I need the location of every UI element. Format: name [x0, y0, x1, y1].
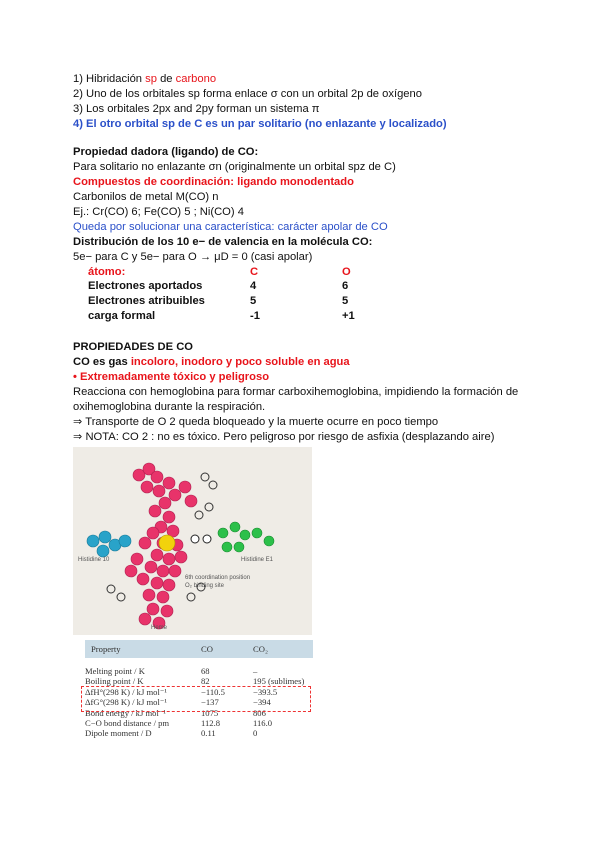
- dadora-line: Para solitario no enlazante σn (originalmente un orbital spz de C): [73, 161, 396, 173]
- cell: –: [253, 666, 258, 676]
- cell: −110.5: [201, 687, 225, 697]
- distribucion-heading: Distribución de los 10 e− de valencia en la molécula CO:: [73, 236, 373, 248]
- heme-label: Heme: [151, 625, 168, 631]
- text: 1) Hibridación: [73, 73, 146, 85]
- cell: 68: [201, 666, 210, 676]
- cell: Melting point / K: [85, 666, 145, 676]
- header-property: Property: [91, 644, 121, 654]
- header-o: O: [342, 266, 351, 278]
- nota-line: ⇒ NOTA: CO 2 : no es tóxico. Pero peligroso por riesgo de asfixia (desplazando aire): [73, 431, 495, 443]
- histidine-left-label: Histidine 10: [78, 557, 110, 563]
- row-c: -1: [250, 310, 260, 322]
- five-electrons-line: 5e− para C y 5e− para O → μD = 0 (casi apolar): [73, 251, 313, 263]
- cell: 116.0: [253, 718, 273, 728]
- toxico-line: • Extremadamente tóxico y peligroso: [73, 371, 270, 383]
- header-label: átomo:: [88, 266, 126, 278]
- carbonilos-line: Carbonilos de metal M(CO) n: [73, 191, 219, 203]
- heme-structure-graphic: [73, 447, 312, 635]
- header-co2: CO₂: [253, 644, 268, 654]
- row-o: 5: [342, 295, 349, 307]
- cell: C−O bond distance / pm: [85, 718, 170, 728]
- cell: −394: [253, 697, 271, 707]
- gas-highlight: incoloro, inodoro y poco soluble en agua: [130, 356, 350, 368]
- row-label: carga formal: [88, 310, 156, 322]
- compuestos-heading: Compuestos de coordinación: ligando monodentado: [73, 176, 354, 188]
- cell: −393.5: [253, 687, 278, 697]
- propiedades-title: PROPIEDADES DE CO: [73, 341, 193, 353]
- text: CO es gas: [73, 356, 131, 368]
- hemoglobin-figure: [73, 447, 312, 635]
- row-label: Electrones atribuibles: [88, 295, 205, 307]
- cell: 0: [253, 728, 258, 738]
- cell: 0.11: [201, 728, 216, 738]
- cell: Boiling point / K: [85, 676, 144, 686]
- text: de: [156, 73, 176, 85]
- cell: 82: [201, 676, 210, 686]
- histidine-right-label: Histidine E1: [241, 557, 274, 563]
- cell: −137: [201, 697, 219, 707]
- cell: 112.8: [201, 718, 221, 728]
- cell: Dipole moment / D: [85, 728, 152, 738]
- header-co: CO: [201, 644, 213, 654]
- row-c: 5: [250, 295, 257, 307]
- cell: Bond energy / kJ mol⁻¹: [85, 708, 166, 718]
- binding-site-label-1: 6th coordination position: [185, 575, 251, 581]
- row-o: +1: [342, 310, 355, 322]
- gas-line: [73, 355, 350, 369]
- cell: ΔfG°(298 K) / kJ mol⁻¹: [85, 697, 167, 707]
- line-hibridacion: [73, 72, 216, 86]
- ejemplo-line: Ej.: Cr(CO) 6; Fe(CO) 5 ; Ni(CO) 4: [73, 206, 244, 218]
- dadora-title: Propiedad dadora (ligando) de CO:: [73, 146, 259, 158]
- transporte-line: ⇒ Transporte de O 2 queda bloqueado y la muerte ocurre en poco tiempo: [73, 416, 439, 428]
- line-3: 3) Los orbitales 2px and 2py forman un sistema π: [73, 103, 320, 115]
- reacciona-line-2: oxihemoglobina durante la respiración.: [73, 401, 266, 413]
- reacciona-line-1: Reacciona con hemoglobina para formar carboxihemoglobina, impidiendo la formación de: [73, 386, 519, 398]
- highlight-box: [81, 686, 311, 712]
- queda-line: Queda por solucionar una característica: carácter apolar de CO: [73, 221, 388, 233]
- sp-highlight: sp: [145, 73, 157, 85]
- cell: ΔfH°(298 K) / kJ mol⁻¹: [85, 687, 167, 697]
- header-c: C: [250, 266, 259, 278]
- line-2: 2) Uno de los orbitales sp forma enlace σ con un orbital 2p de oxígeno: [73, 88, 422, 100]
- row-label: Electrones aportados: [88, 280, 203, 292]
- cell: 1075: [201, 708, 219, 718]
- row-c: 4: [250, 280, 257, 292]
- line-4: 4) El otro orbital sp de C es un par solitario (no enlazante y localizado): [73, 118, 447, 130]
- cell: 195 (sublimes): [253, 676, 305, 686]
- row-o: 6: [342, 280, 349, 292]
- binding-site-label-2: O₂ binding site: [185, 583, 225, 589]
- cell: 806: [253, 708, 266, 718]
- carbono-highlight: carbono: [175, 73, 217, 85]
